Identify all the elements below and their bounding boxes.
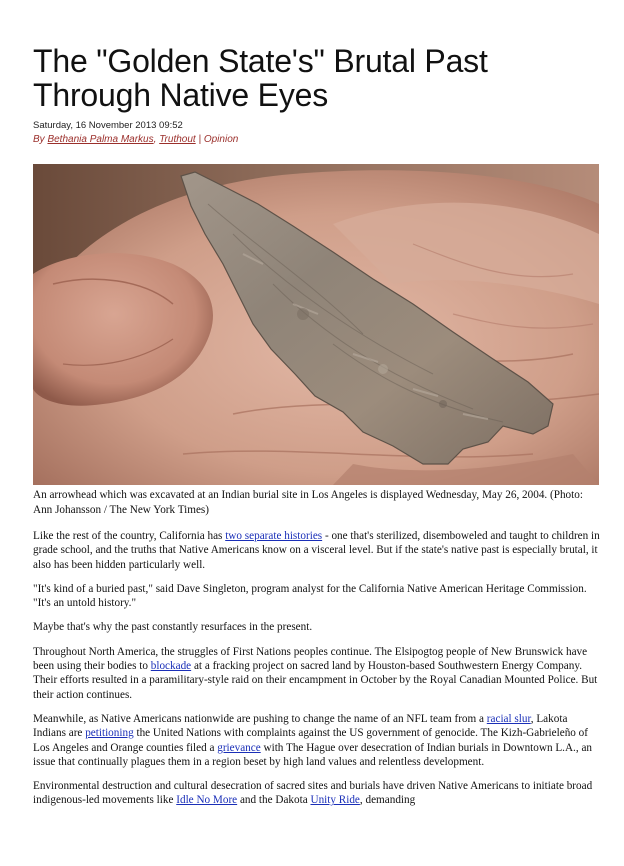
p5-text-d: with The Hague over desecration of Indian burials in Downtown L.A., an issue that continually plagues them in a region beset by high land values and relentless development. <box>33 741 593 768</box>
p1-text-b: - one that's sterilized, disemboweled and taught to children in grade school, and the truths that Native Americans know on a visceral level. But if the state's native past is especially brutal, it also has been hidden particularly well. <box>33 530 600 571</box>
p5-text-c: the United Nations with complaints against the US government of genocide. The Kizh-Gabrieleño of Los Angeles and Orange counties filed a <box>33 727 588 754</box>
link-two-separate-histories[interactable]: two separate histories <box>225 530 323 542</box>
author-link[interactable]: Bethania Palma Markus <box>47 134 154 145</box>
link-idle-no-more[interactable]: Idle No More <box>176 794 238 807</box>
body-paragraph-6 <box>33 779 603 808</box>
article-body <box>33 529 603 818</box>
body-paragraph-2: "It's kind of a buried past," said Dave Singleton, program analyst for the California Native American Heritage Commission. "It's an untold history." <box>33 582 587 610</box>
link-racial-slur[interactable]: racial slur <box>486 712 531 725</box>
byline-section: Opinion <box>203 134 239 145</box>
arrowhead-in-hand-image <box>33 164 599 485</box>
article-photo <box>33 164 599 485</box>
body-paragraph-5 <box>33 712 603 769</box>
photo-caption: An arrowhead which was excavated at an Indian burial site in Los Angeles is displayed Wednesday, May 26, 2004. (Photo: Ann Johansson / The New York Times) <box>33 489 583 516</box>
byline-prefix: By <box>33 134 48 145</box>
p5-text-b: , Lakota Indians are <box>33 712 568 740</box>
body-paragraph-1 <box>33 529 603 572</box>
p5-text-a: Meanwhile, as Native Americans nationwide are pushing to change the name of an NFL team from a <box>33 712 487 725</box>
link-unity-ride[interactable]: Unity Ride <box>310 794 360 807</box>
p4-text-b: at a fracking project on sacred land by Houston-based Southwestern Energy Company. Their efforts resulted in a paramilitary-style raid on their encampment in October by the Royal Canadian Mounted Police. But their action continues. <box>33 660 598 701</box>
link-petitioning[interactable]: petitioning <box>85 727 134 740</box>
p6-text-a: Environmental destruction and cultural desecration of sacred sites and burials have driven Native Americans to initiate broad indigenous-led movements like <box>33 780 593 807</box>
link-blockade[interactable]: blockade <box>150 660 192 673</box>
body-paragraph-3: Maybe that's why the past constantly resurfaces in the present. <box>33 621 313 634</box>
publication-link[interactable]: Truthout <box>159 134 196 145</box>
article-byline <box>33 134 238 145</box>
byline-section-separator: | <box>195 134 204 145</box>
article-dateline: Saturday, 16 November 2013 09:52 <box>33 120 183 131</box>
p1-text-a: Like the rest of the country, California has <box>33 530 226 542</box>
body-paragraph-4 <box>33 645 603 702</box>
p6-text-b: and the Dakota <box>237 794 311 807</box>
p4-text-a: Throughout North America, the struggles of First Nations peoples continue. The Elsipogtog people of New Brunswick have been using their bodies to <box>33 645 588 673</box>
byline-separator: , <box>153 134 160 145</box>
p6-text-c: , demanding <box>359 794 416 807</box>
link-grievance[interactable]: grievance <box>217 741 261 754</box>
article-headline: The "Golden State's" Brutal Past Through Native Eyes <box>33 43 488 113</box>
